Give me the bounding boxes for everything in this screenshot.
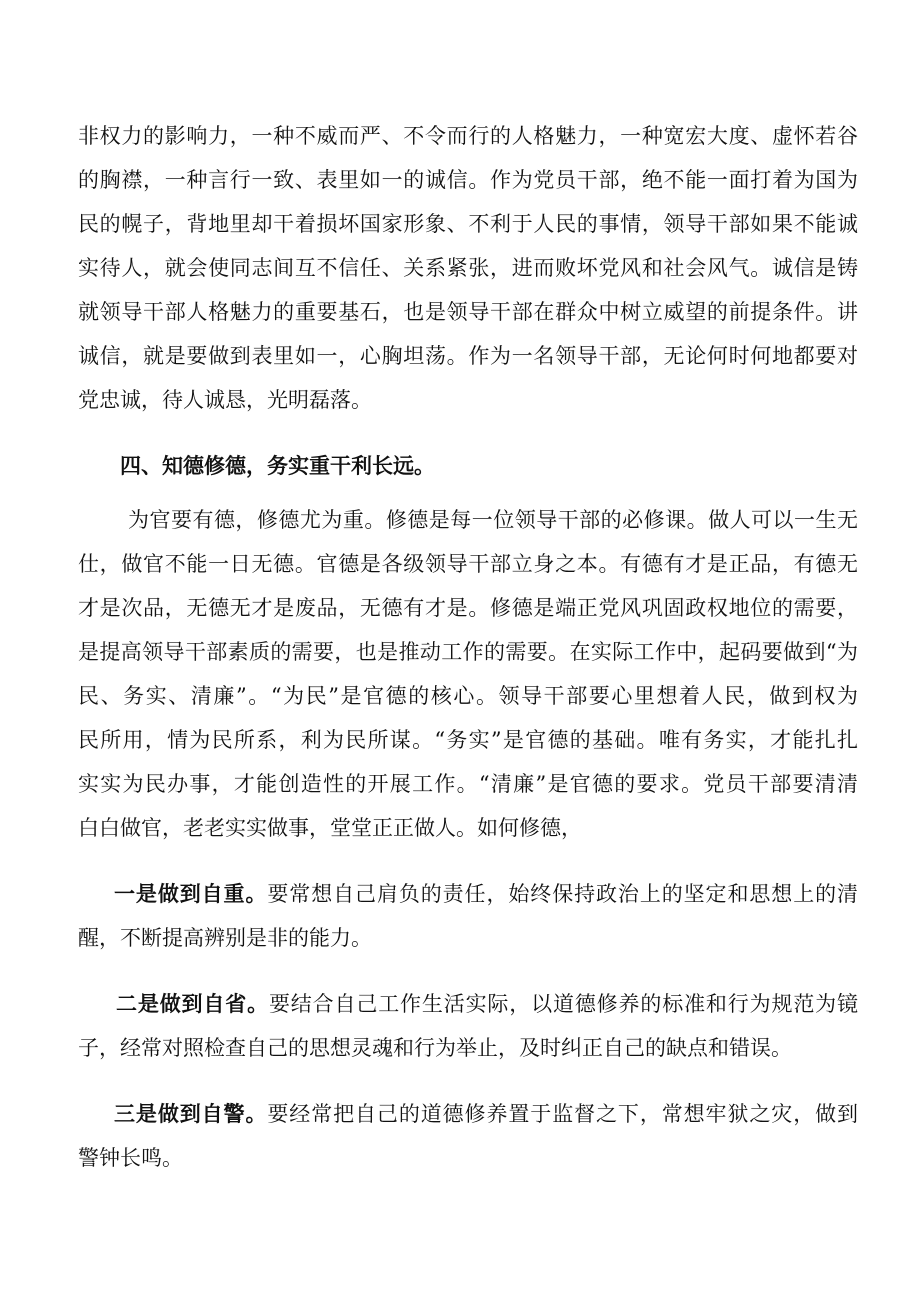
point-lead: 二是做到自省。 [116, 992, 269, 1016]
point-text: 要经常把自己的道德修养置于监督之下，常想牢狱之灾，做到 [267, 1102, 858, 1126]
paragraph-line: 非权力的影响力，一种不威而严、不令而行的人格魅力，一种宽宏大度、虚怀若谷 [78, 124, 858, 148]
paragraph-line: 民所用，情为民所系，利为民所谋。“务实”是官德的基础。唯有务实，才能扎扎 [78, 728, 858, 752]
paragraph-line: 党忠诚，待人诚恳，光明磊落。 [78, 388, 372, 412]
paragraph-line: 实待人，就会使同志间互不信任、关系紧张，进而败坏党风和社会风气。诚信是铸 [78, 256, 858, 280]
point-line [78, 1094, 858, 1134]
point-line [78, 874, 858, 914]
paragraph-line: 就领导干部人格魅力的重要基石，也是领导干部在群众中树立威望的前提条件。讲 [78, 300, 858, 324]
paragraph-line: 仕，做官不能一日无德。官德是各级领导干部立身之本。有德有才是正品，有德无 [78, 552, 858, 576]
paragraph-line: 醒，不断提高辨别是非的能力。 [78, 926, 372, 950]
point-lead: 一是做到自重。 [114, 882, 268, 906]
point-text: 要常想自己肩负的责任，始终保持政治上的坚定和思想上的清 [267, 882, 858, 906]
paragraph-line: 白白做官，老老实实做事，堂堂正正做人。如何修德， [78, 816, 582, 840]
paragraph-line: 实实为民办事，才能创造性的开展工作。“清廉”是官德的要求。党员干部要清清 [78, 772, 858, 796]
section-heading: 四、知德修德，务实重干利长远。 [120, 454, 435, 478]
paragraph-line: 民、务实、清廉”。“为民”是官德的核心。领导干部要心里想着人民，做到权为 [78, 684, 858, 708]
paragraph-line: 警钟长鸣。 [78, 1146, 183, 1170]
point-text: 要结合自己工作生活实际，以道德修养的标准和行为规范为镜 [268, 992, 858, 1016]
point-line [78, 984, 858, 1024]
paragraph-line: 才是次品，无德无才是废品，无德有才是。修德是端正党风巩固政权地位的需要， [78, 596, 858, 620]
paragraph-line: 的胸襟，一种言行一致、表里如一的诚信。作为党员干部，绝不能一面打着为国为 [78, 168, 858, 192]
paragraph-line: 子，经常对照检查自己的思想灵魂和行为举止，及时纠正自己的缺点和错误。 [78, 1036, 792, 1060]
paragraph-line: 民的幌子，背地里却干着损坏国家形象、不利于人民的事情，领导干部如果不能诚 [78, 212, 858, 236]
paragraph-line: 诚信，就是要做到表里如一，心胸坦荡。作为一名领导干部，无论何时何地都要对 [78, 344, 858, 368]
paragraph-line: 为官要有德，修德尤为重。修德是每一位领导干部的必修课。做人可以一生无 [128, 508, 858, 532]
point-lead: 三是做到自警。 [114, 1102, 268, 1126]
paragraph-line: 是提高领导干部素质的需要，也是推动工作的需要。在实际工作中，起码要做到“为 [78, 640, 858, 664]
